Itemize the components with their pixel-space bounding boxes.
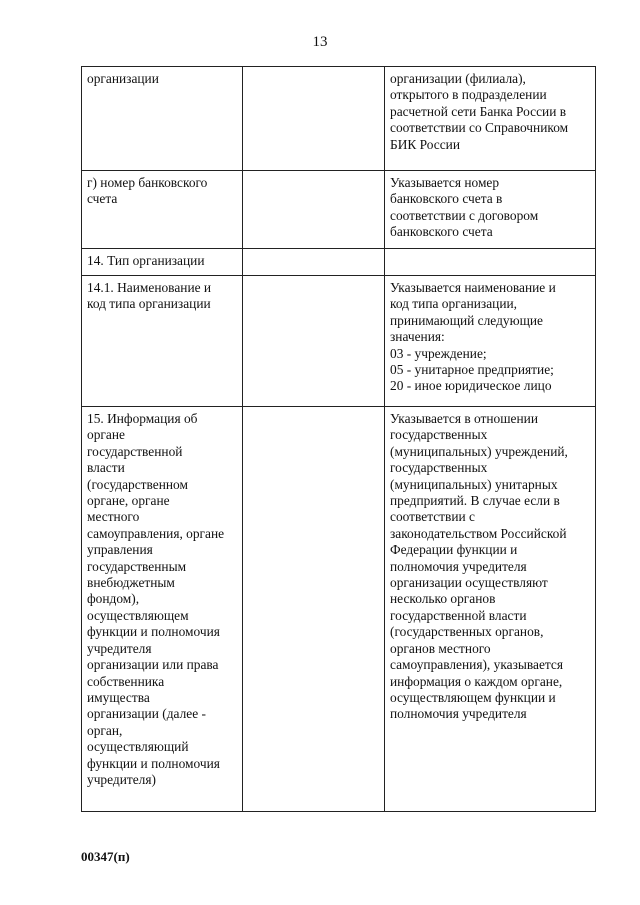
field-value-cell (243, 407, 385, 812)
field-name-cell: организации (82, 67, 243, 171)
field-name-cell: 15. Информация об органе государственной власти (государственном органе, органе местного самоуправления, органе управления государственным внебюджетным фондом), осуществляющем функции и полномочия учредителя организации или права собственника имущества организации (далее - орган, осуществляющий функции и полномочия учредителя) (82, 407, 243, 812)
field-name-cell: 14. Тип организации (82, 249, 243, 276)
document-table (81, 66, 596, 812)
field-name-cell: г) номер банковского счета (82, 171, 243, 249)
table-row (82, 67, 596, 171)
table-row (82, 276, 596, 407)
field-name-cell: 14.1. Наименование и код типа организации (82, 276, 243, 407)
field-description-cell (385, 249, 596, 276)
field-description-cell: Указывается наименование и код типа организации, принимающий следующие значения: 03 - учреждение; 05 - унитарное предприятие; 20 - иное юридическое лицо (385, 276, 596, 407)
table-row (82, 171, 596, 249)
field-description-cell: Указывается номер банковского счета в соответствии с договором банковского счета (385, 171, 596, 249)
field-value-cell (243, 276, 385, 407)
document-code: 00347(п) (81, 849, 130, 864)
field-description-cell: Указывается в отношении государственных (муниципальных) учреждений, государственных (муниципальных) унитарных предприятий. В случае если в соответствии с законодательством Российской Федерации функции и полномочия учредителя организации осуществляют несколько органов государственной власти (государственных органов, органов местного самоуправления), указывается информация о каждом органе, осуществляющем функции и полномочия учредителя (385, 407, 596, 812)
page-number: 13 (312, 34, 328, 50)
field-value-cell (243, 249, 385, 276)
field-description-cell: организации (филиала), открытого в подразделении расчетной сети Банка России в соответствии со Справочником БИК России (385, 67, 596, 171)
table-row (82, 249, 596, 276)
field-value-cell (243, 67, 385, 171)
table-row (82, 407, 596, 812)
field-value-cell (243, 171, 385, 249)
